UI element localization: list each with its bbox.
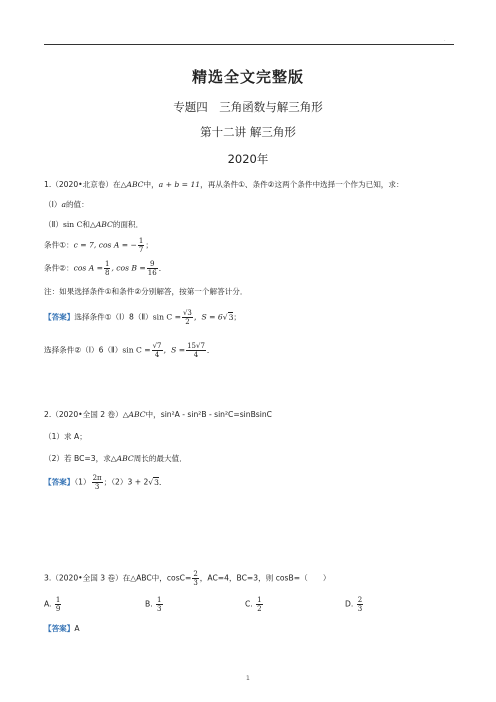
- q3-option-d[interactable]: D. $\frac{2}{3}$: [345, 596, 363, 613]
- q1-condition2: 条件②：cos A = $\frac{1}{8}$ , cos B = $\frac{9}{16}$ ．: [44, 260, 167, 277]
- q2-part2: （2）若 BC=3，求△ABC周长的最大值．: [44, 454, 187, 463]
- q1-condition1: 条件①：c = 7, cos A = − $\frac{1}{7}$ ；: [44, 237, 153, 254]
- topic-heading: 专题四 三角函数与解三角形: [173, 100, 323, 114]
- q1-part2: （Ⅱ）sin C和△ABC的面积．: [44, 220, 144, 229]
- q1-answer-2: 选择条件②（Ⅰ）6（Ⅱ）sin C = $\frac{√7}{4}$ ，S = $\frac{15√7}{4}$ ．: [44, 342, 215, 359]
- lecture-heading: 第十二讲 解三角形: [200, 125, 296, 139]
- q1-answer-1: 【答案】选择条件①（Ⅰ）8（Ⅱ）sin C = $\frac{√3}{2}$ ，S = 6√3；: [44, 309, 241, 326]
- year-heading: 2020年: [227, 152, 269, 166]
- doc-title: 精选全文完整版: [191, 68, 304, 86]
- q3-option-b[interactable]: B. $\frac{1}{3}$: [145, 596, 162, 613]
- q3-stem: 3.（2020•全国 3 卷）在△ABC中，cosC= $\frac{2}{3}$ ，AC=4，BC=3，则 cosB=（ ）: [44, 570, 331, 587]
- q1-part1: （Ⅰ）a的值：: [44, 200, 89, 209]
- header-rule: [44, 44, 454, 45]
- corner-mark: ·: [444, 38, 446, 44]
- q3-option-c[interactable]: C. $\frac{1}{2}$: [245, 596, 262, 613]
- q2-part1: （1）求 A；: [44, 432, 87, 441]
- q3-option-a[interactable]: A. $\frac{1}{9}$: [44, 596, 61, 613]
- q2-stem: 2.（2020•全国 2 卷）△ABC中，sin²A - sin²B - sin²C=sinBsinC: [44, 410, 272, 419]
- q1-note: 注：如果选择条件①和条件②分别解答，按第一个解答计分．: [44, 287, 248, 296]
- q3-answer: 【答案】A: [44, 624, 80, 633]
- page-number: 1: [246, 675, 250, 682]
- q1-stem: 1.（2020•北京卷）在△ABC中，a + b = 11，再从条件①、条件②这两个条件中选择一个作为已知，求：: [44, 180, 404, 189]
- q2-answer: 【答案】（1） $\frac{2\pi}{3}$ ；（2）3 + 2√3．: [44, 474, 167, 491]
